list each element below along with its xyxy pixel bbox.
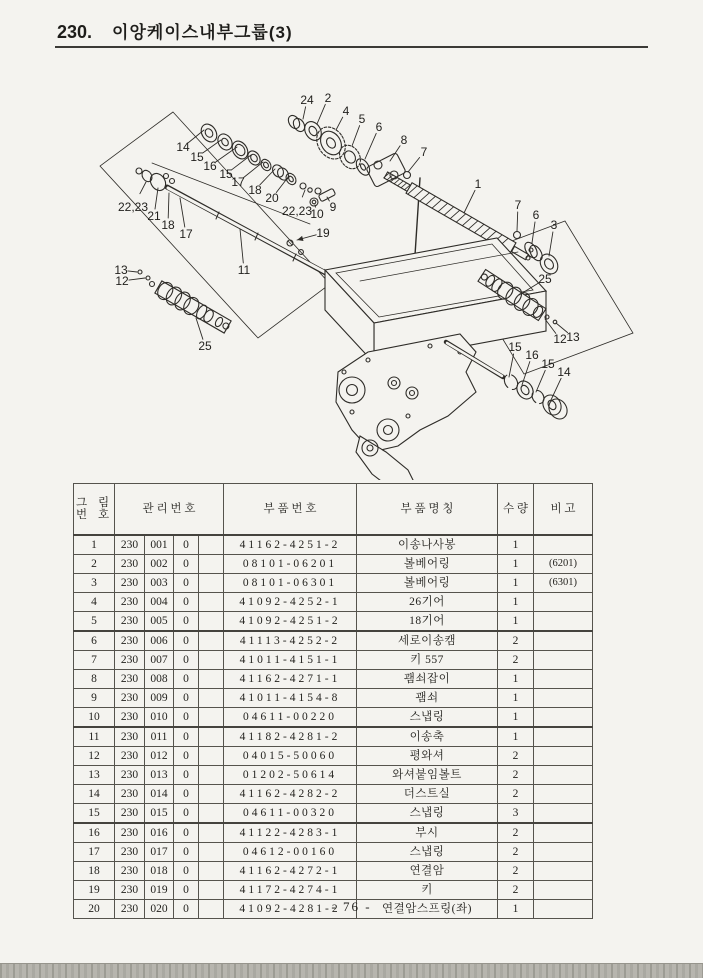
part-label: 7 (420, 145, 428, 159)
table-row: 18 230 018 0 41162-4272-1 연결암 2 (74, 862, 593, 881)
part-label: 25 (198, 339, 212, 353)
table-row: 20 230 020 0 41092-4281-2 연결암스프링(좌) 1 (74, 900, 593, 919)
header-note: 비 고 (534, 484, 593, 536)
table-row: 5 230 005 0 41092-4251-2 18기어 1 (74, 612, 593, 632)
part-label: 15 (508, 340, 522, 354)
part-label: 3 (550, 218, 558, 232)
part-label: 2 (324, 91, 332, 105)
part-label: 19 (316, 226, 330, 240)
table-header-row (74, 484, 593, 536)
part-label: 11 (237, 263, 251, 277)
table-row: 2 230 002 0 08101-06201 볼베어링 1 (6201) (74, 555, 593, 574)
bearing-ring-row (198, 121, 312, 192)
section-number: 230. (57, 22, 93, 42)
table-row: 8 230 008 0 41162-4271-1 괨쇠잡이 1 (74, 670, 593, 689)
exploded-parts-diagram (0, 0, 703, 480)
part-label: 5 (358, 112, 366, 126)
header-figure-line1: 그 림 (76, 496, 114, 509)
header-figure-number (74, 484, 115, 536)
part-label: 13 (566, 330, 580, 344)
table-row: 19 230 019 0 41172-4274-1 키 2 (74, 881, 593, 900)
table-row: 11 230 011 0 41182-4281-2 이송축 1 (74, 727, 593, 747)
table-row: 15 230 015 0 04611-00320 스냅링 3 (74, 804, 593, 824)
part-label: 6 (375, 120, 383, 134)
header-figure-line2: 번 호 (76, 509, 114, 521)
table-row: 17 230 017 0 04612-00160 스냅링 2 (74, 843, 593, 862)
table-row: 12 230 012 0 04015-50060 평와셔 2 (74, 747, 593, 766)
header-part-name: 부 품 명 칭 (357, 484, 498, 536)
part-label: 12 (553, 332, 567, 346)
table-row: 10 230 010 0 04611-00220 스냅링 1 (74, 708, 593, 728)
part-label: 4 (342, 104, 350, 118)
header-quantity: 수 량 (498, 484, 534, 536)
part-label: 18 (161, 218, 175, 232)
part-label: 9 (329, 200, 337, 214)
table-row: 6 230 006 0 41113-4252-2 세로이송캠 2 (74, 631, 593, 651)
part-label: 12 (115, 274, 129, 288)
part-label: 20 (265, 191, 279, 205)
table-row: 16 230 016 0 41122-4283-1 부시 2 (74, 823, 593, 843)
table-row: 9 230 009 0 41011-4154-8 괨쇠 1 (74, 689, 593, 708)
scan-edge (0, 963, 703, 978)
spring-roller-left (138, 270, 233, 336)
part-label: 22,23 (281, 204, 313, 218)
part-label: 10 (310, 207, 324, 221)
part-label: 15 (541, 357, 555, 371)
table-row: 14 230 014 0 41162-4282-2 더스트실 2 (74, 785, 593, 804)
part-label: 16 (203, 159, 217, 173)
part-label: 15 (190, 150, 204, 164)
part-label: 15 (219, 167, 233, 181)
part-label: 22,23 (117, 200, 149, 214)
table-row: 3 230 003 0 08101-06301 볼베어링 1 (6301) (74, 574, 593, 593)
part-label: 7 (514, 198, 522, 212)
page-number: - 76 - (331, 899, 372, 914)
part-label: 13 (114, 263, 128, 277)
parts-table (73, 483, 593, 919)
part-label: 6 (532, 208, 540, 222)
part-label: 25 (538, 272, 552, 286)
header-management-number: 관 리 번 호 (115, 484, 224, 536)
table-row: 13 230 013 0 01202-50614 와셔붙임볼트 2 (74, 766, 593, 785)
part-label: 14 (176, 140, 190, 154)
part-label: 14 (557, 365, 571, 379)
table-row: 4 230 004 0 41092-4252-1 26기어 1 (74, 593, 593, 612)
table-row: 1 230 001 0 41162-4251-2 이송나사봉 1 (74, 535, 593, 555)
header-part-number: 부 품 번 호 (224, 484, 357, 536)
section-title: 이앙케이스내부그룹(3) (112, 23, 293, 42)
part-label: 16 (525, 348, 539, 362)
part-label: 17 (179, 227, 193, 241)
part-label: 8 (400, 133, 408, 147)
table-row: 7 230 007 0 41011-4151-1 키 557 2 (74, 651, 593, 670)
part-label: 18 (248, 183, 262, 197)
part-label: 21 (147, 209, 161, 223)
part-label: 1 (474, 177, 482, 191)
part-label: 17 (231, 175, 245, 189)
part-label: 24 (300, 93, 314, 107)
alignment-box-left (100, 112, 330, 338)
